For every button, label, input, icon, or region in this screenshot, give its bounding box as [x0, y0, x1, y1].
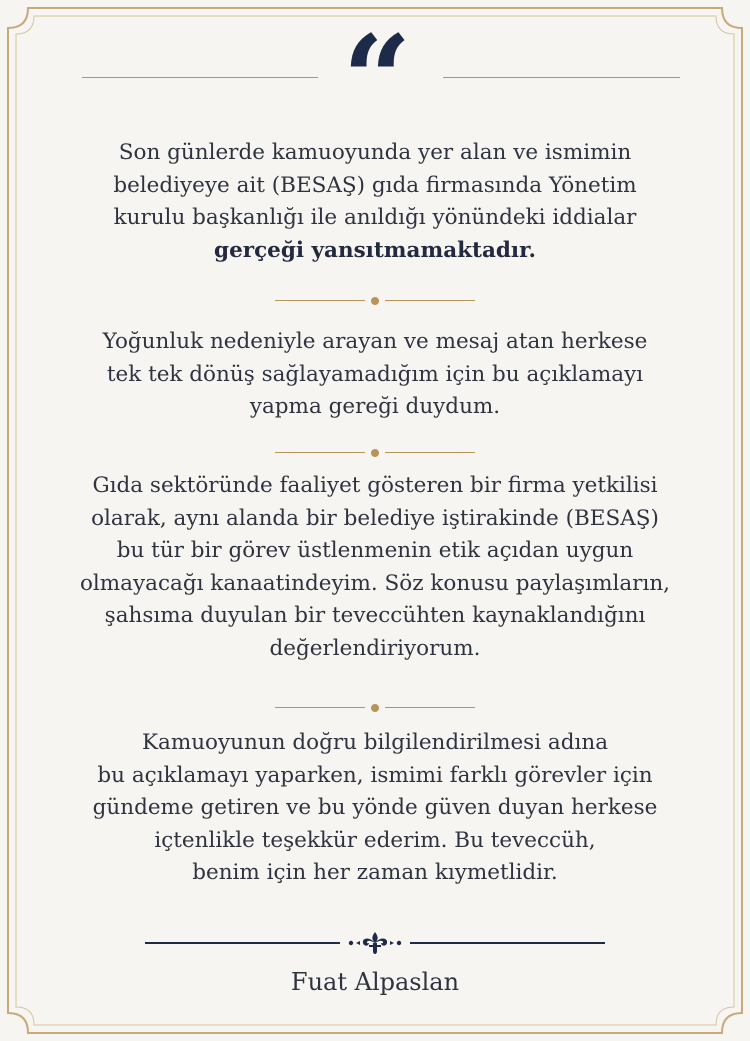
- signature-name: Fuat Alpaslan: [290, 968, 460, 996]
- header-rule-right: [443, 77, 680, 78]
- text-line: Son günlerde kamuoyunda yer alan ve ismimin: [118, 140, 632, 165]
- signature-divider: [145, 930, 605, 956]
- text-line: olmayacağı kanaatindeyim. Söz konusu paylaşımların,: [79, 570, 671, 596]
- paragraph-1: [60, 137, 690, 267]
- text-line: şahsıma duyulan bir teveccühten kaynaklandığını: [104, 603, 646, 628]
- text-line: kurulu başkanlığı ile anıldığı yönündeki iddialar: [113, 205, 637, 230]
- text-line: yapma gereği duydum.: [249, 394, 501, 419]
- paragraph-3: [60, 470, 690, 665]
- dot-icon: [371, 297, 379, 305]
- fleur-de-lis-icon: [345, 930, 405, 956]
- text-line: gündeme getiren ve bu yönde güven duyan herkese: [92, 795, 658, 820]
- text-line: bu tür bir görev üstlenmenin etik açıdan uygun: [116, 538, 634, 563]
- text-line: benim için her zaman kıymetlidir.: [192, 860, 558, 885]
- quote-icon: “: [342, 9, 412, 150]
- text-line: tek tek dönüş sağlayamadığım için bu açıklamayı: [106, 361, 644, 387]
- text-line: içtenlikle teşekkür ederim. Bu teveccüh,: [154, 827, 596, 853]
- section-divider: [275, 296, 475, 306]
- dot-icon: [371, 704, 379, 712]
- dot-icon: [371, 449, 379, 457]
- emphasis-line: gerçeği yansıtmamaktadır.: [214, 237, 536, 263]
- section-divider: [275, 703, 475, 713]
- text-line: Yoğunluk nedeniyle arayan ve mesaj atan herkese: [102, 329, 648, 354]
- text-line: olarak, aynı alanda bir belediye iştirakinde (BESAŞ): [91, 505, 659, 531]
- section-divider: [275, 448, 475, 458]
- text-line: bu açıklamayı yaparken, ismimi farklı görevler için: [97, 762, 653, 788]
- text-line: belediyeye ait (BESAŞ) gıda firmasında Yönetim: [113, 172, 637, 198]
- text-line: değerlendiriyorum.: [269, 635, 481, 661]
- paragraph-2: [60, 326, 690, 424]
- text-line: Gıda sektöründe faaliyet gösteren bir firma yetkilisi: [92, 473, 658, 498]
- header-rule-left: [82, 77, 318, 78]
- paragraph-4: [60, 727, 690, 890]
- text-line: Kamuoyunun doğru bilgilendirilmesi adına: [141, 730, 609, 755]
